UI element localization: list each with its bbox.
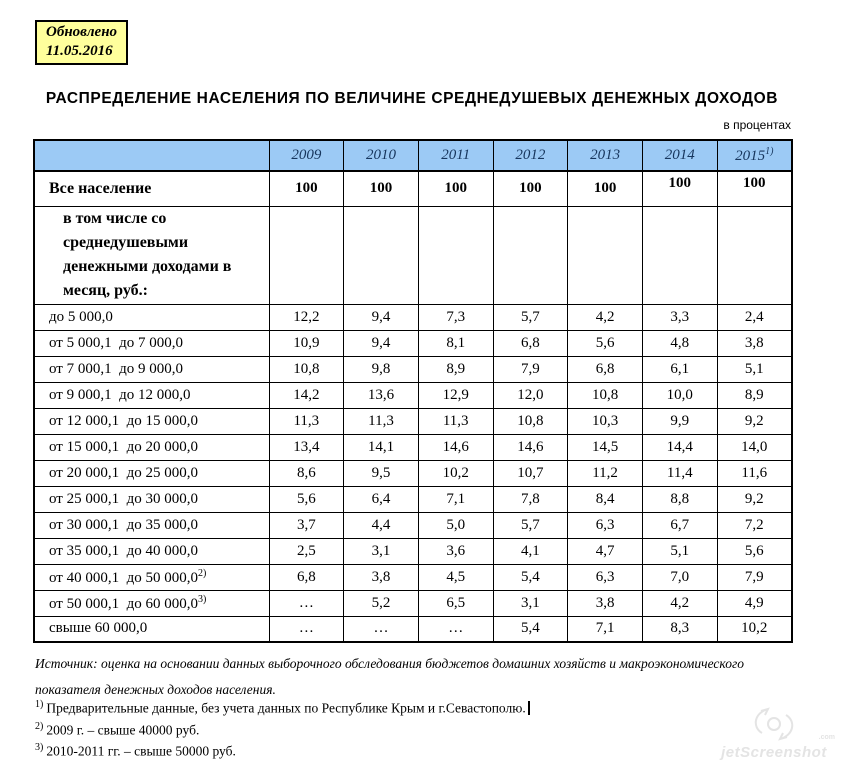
value-cell: 3,1	[344, 538, 419, 564]
row-label: от 25 000,1 до 30 000,0	[34, 486, 269, 512]
value-cell: 3,8	[344, 564, 419, 590]
value-cell: 4,5	[418, 564, 493, 590]
value-cell: 9,9	[642, 408, 717, 434]
subheader-label: в том числе со среднедушевыми денежными доходами в месяц, руб.:	[34, 206, 269, 304]
income-range-row	[34, 408, 792, 434]
value-cell: 8,9	[717, 382, 792, 408]
row-label: от 7 000,1 до 9 000,0	[34, 356, 269, 382]
value-cell: 8,3	[642, 616, 717, 642]
empty-cell	[642, 206, 717, 304]
value-cell: 14,1	[344, 434, 419, 460]
value-cell: 11,2	[568, 460, 643, 486]
value-cell: 11,6	[717, 460, 792, 486]
value-cell: 100	[344, 171, 419, 206]
value-cell: …	[418, 616, 493, 642]
value-cell: 7,2	[717, 512, 792, 538]
value-cell: 100	[418, 171, 493, 206]
corner-cell	[34, 140, 269, 171]
value-cell: 4,2	[568, 304, 643, 330]
value-cell: 5,0	[418, 512, 493, 538]
value-cell: …	[269, 616, 344, 642]
value-cell: 4,8	[642, 330, 717, 356]
income-range-row	[34, 434, 792, 460]
empty-cell	[568, 206, 643, 304]
row-label: от 5 000,1 до 7 000,0	[34, 330, 269, 356]
jetscreenshot-watermark	[711, 703, 837, 765]
value-cell: 4,1	[493, 538, 568, 564]
year-header-row	[34, 140, 792, 171]
value-cell: 14,2	[269, 382, 344, 408]
value-cell: 6,8	[493, 330, 568, 356]
value-cell: 4,4	[344, 512, 419, 538]
row-label: свыше 60 000,0	[34, 616, 269, 642]
footnote-3: $^{3)}$ 2010-2011 гг. – свыше 50000 руб.	[35, 742, 236, 759]
value-cell: 7,8	[493, 486, 568, 512]
value-cell: 4,9	[717, 590, 792, 616]
value-cell: …	[344, 616, 419, 642]
value-cell: 7,9	[717, 564, 792, 590]
unit-note: в процентах	[723, 118, 791, 132]
income-range-row	[34, 356, 792, 382]
row-label: от 40 000,1 до 50 000,0$^{2)}$	[34, 564, 269, 590]
value-cell: 5,4	[493, 616, 568, 642]
value-cell: 3,8	[568, 590, 643, 616]
value-cell: 11,3	[418, 408, 493, 434]
value-cell: 6,1	[642, 356, 717, 382]
value-cell: 3,7	[269, 512, 344, 538]
value-cell: 9,8	[344, 356, 419, 382]
value-cell: 8,9	[418, 356, 493, 382]
income-range-row	[34, 486, 792, 512]
empty-cell	[269, 206, 344, 304]
watermark-text: jetScreenshot	[721, 744, 827, 761]
value-cell: 10,9	[269, 330, 344, 356]
subheader-row	[34, 206, 792, 304]
income-range-row	[34, 382, 792, 408]
value-cell: 10,8	[269, 356, 344, 382]
row-label: от 15 000,1 до 20 000,0	[34, 434, 269, 460]
value-cell: 3,6	[418, 538, 493, 564]
row-label: до 5 000,0	[34, 304, 269, 330]
value-cell: 100	[717, 171, 792, 206]
value-cell: 6,7	[642, 512, 717, 538]
value-cell: 5,2	[344, 590, 419, 616]
value-cell: 14,0	[717, 434, 792, 460]
income-range-row	[34, 590, 792, 616]
footnote-marker-1: 1)	[765, 146, 774, 157]
value-cell: 100	[269, 171, 344, 206]
footnote-2: $^{2)}$ 2009 г. – свыше 40000 руб.	[35, 720, 200, 737]
value-cell: 10,7	[493, 460, 568, 486]
empty-cell	[493, 206, 568, 304]
value-cell: 9,4	[344, 304, 419, 330]
total-population-row	[34, 171, 792, 206]
income-range-row	[34, 330, 792, 356]
value-cell: 3,8	[717, 330, 792, 356]
value-cell: 8,6	[269, 460, 344, 486]
year-header-2010: 2010	[344, 140, 419, 171]
value-cell: 2,4	[717, 304, 792, 330]
updated-date: 11.05.2016	[46, 43, 113, 59]
row-label: от 12 000,1 до 15 000,0	[34, 408, 269, 434]
footnote-3-marker: 3)	[35, 742, 44, 753]
year-header-2014: 2014	[642, 140, 717, 171]
year-header-2012: 2012	[493, 140, 568, 171]
value-cell: 11,3	[344, 408, 419, 434]
value-cell: 100	[493, 171, 568, 206]
value-cell: 3,3	[642, 304, 717, 330]
value-cell: 5,6	[717, 538, 792, 564]
value-cell: 2,5	[269, 538, 344, 564]
empty-cell	[418, 206, 493, 304]
value-cell: 5,7	[493, 512, 568, 538]
page-title: РАСПРЕДЕЛЕНИЕ НАСЕЛЕНИЯ ПО ВЕЛИЧИНЕ СРЕДНЕДУШЕВЫХ ДЕНЕЖНЫХ ДОХОДОВ	[45, 90, 779, 107]
value-cell: 100	[642, 171, 717, 206]
value-cell: 8,8	[642, 486, 717, 512]
income-range-row	[34, 304, 792, 330]
value-cell: 5,6	[568, 330, 643, 356]
year-header-2009: 2009	[269, 140, 344, 171]
value-cell: 10,0	[642, 382, 717, 408]
value-cell: 9,4	[344, 330, 419, 356]
income-range-row	[34, 538, 792, 564]
income-range-row	[34, 460, 792, 486]
value-cell: 12,9	[418, 382, 493, 408]
value-cell: 9,5	[344, 460, 419, 486]
value-cell: 7,1	[568, 616, 643, 642]
value-cell: 5,4	[493, 564, 568, 590]
row-label: Все население	[34, 171, 269, 206]
value-cell: 12,2	[269, 304, 344, 330]
footnote-2-marker: 2)	[35, 720, 44, 732]
jetscreenshot-logo-icon	[734, 703, 814, 745]
value-cell: 6,3	[568, 512, 643, 538]
value-cell: 12,0	[493, 382, 568, 408]
value-cell: 14,6	[418, 434, 493, 460]
source-line-1: Источник: оценка на основании данных выборочного обследования бюджетов домашних хозяйств и макроэкономического	[35, 656, 744, 671]
value-cell: 4,2	[642, 590, 717, 616]
footnote-1-marker: 1)	[35, 699, 44, 710]
value-cell: 11,4	[642, 460, 717, 486]
year-header-2015: 2015$^{1)}$	[717, 140, 792, 171]
value-cell: 8,1	[418, 330, 493, 356]
updated-label: Обновлено	[46, 24, 118, 40]
income-range-row	[34, 616, 792, 642]
footnote-1: $^{1)}$ Предварительные данные, без учета данных по Республике Крым и г.Севастополю.	[35, 696, 735, 718]
value-cell: 9,2	[717, 486, 792, 512]
income-distribution-table	[33, 139, 793, 643]
value-cell: 5,1	[717, 356, 792, 382]
value-cell: 13,4	[269, 434, 344, 460]
value-cell: 14,4	[642, 434, 717, 460]
value-cell: 7,1	[418, 486, 493, 512]
footnote-marker: 3)	[198, 593, 207, 605]
value-cell: 5,6	[269, 486, 344, 512]
row-label: от 9 000,1 до 12 000,0	[34, 382, 269, 408]
row-label: от 50 000,1 до 60 000,0$^{3)}$	[34, 590, 269, 616]
value-cell: 7,9	[493, 356, 568, 382]
empty-cell	[344, 206, 419, 304]
value-cell: 6,5	[418, 590, 493, 616]
value-cell: 100	[568, 171, 643, 206]
value-cell: …	[269, 590, 344, 616]
value-cell: 4,7	[568, 538, 643, 564]
value-cell: 6,4	[344, 486, 419, 512]
value-cell: 14,5	[568, 434, 643, 460]
footnote-marker: 2)	[198, 567, 207, 579]
updated-badge	[35, 20, 128, 65]
source-line-2: показателя денежных доходов населения.	[35, 682, 276, 697]
value-cell: 6,8	[269, 564, 344, 590]
value-cell: 7,3	[418, 304, 493, 330]
empty-cell	[717, 206, 792, 304]
value-cell: 6,8	[568, 356, 643, 382]
watermark-tld: .com	[818, 734, 835, 741]
value-cell: 7,0	[642, 564, 717, 590]
value-cell: 10,3	[568, 408, 643, 434]
value-cell: 11,3	[269, 408, 344, 434]
value-cell: 3,1	[493, 590, 568, 616]
value-cell: 10,8	[493, 408, 568, 434]
value-cell: 5,7	[493, 304, 568, 330]
value-cell: 9,2	[717, 408, 792, 434]
value-cell: 5,1	[642, 538, 717, 564]
footnotes-block	[35, 696, 735, 761]
row-label: от 20 000,1 до 25 000,0	[34, 460, 269, 486]
income-range-row	[34, 512, 792, 538]
row-label: от 35 000,1 до 40 000,0	[34, 538, 269, 564]
row-label: от 30 000,1 до 35 000,0	[34, 512, 269, 538]
value-cell: 6,3	[568, 564, 643, 590]
income-range-row	[34, 564, 792, 590]
value-cell: 8,4	[568, 486, 643, 512]
year-header-2013: 2013	[568, 140, 643, 171]
value-cell: 14,6	[493, 434, 568, 460]
text-cursor[interactable]	[528, 701, 530, 715]
value-cell: 10,8	[568, 382, 643, 408]
value-cell: 10,2	[717, 616, 792, 642]
year-header-2011: 2011	[418, 140, 493, 171]
value-cell: 10,2	[418, 460, 493, 486]
value-cell: 13,6	[344, 382, 419, 408]
